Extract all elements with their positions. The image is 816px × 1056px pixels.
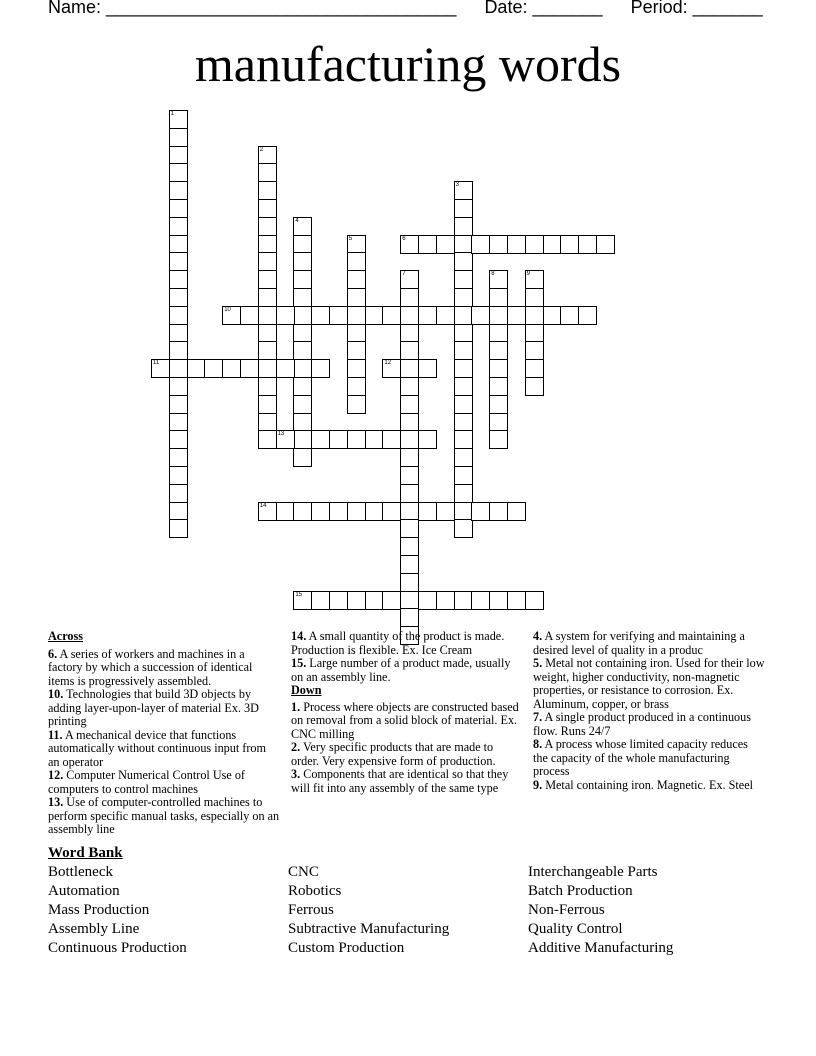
clue-number: 14 [259,502,267,509]
crossword-cell[interactable] [525,288,544,307]
crossword-cell[interactable] [169,270,188,289]
word-bank-item: Robotics [288,883,342,899]
clue-number: 8 [491,271,495,278]
crossword-cell[interactable] [293,306,312,325]
crossword-cell[interactable] [418,591,437,610]
clue-number: 7 [402,271,406,278]
crossword-cell[interactable] [436,502,455,521]
clue-across-13: 13. Use of computer-controlled machines to perform specific manual tasks, especially on an assembly line [48,795,280,836]
crossword-cell[interactable] [311,306,330,325]
crossword-cell[interactable] [240,359,259,378]
crossword-cell[interactable] [276,502,295,521]
crossword-cell[interactable] [525,324,544,343]
crossword-cell[interactable] [169,288,188,307]
crossword-cell[interactable] [311,430,330,449]
crossword-cell[interactable] [489,288,508,307]
crossword-cell[interactable] [382,359,401,378]
crossword-cell[interactable] [347,377,366,396]
crossword-cell[interactable] [347,270,366,289]
crossword-cell[interactable] [471,306,490,325]
clue-down-1: 1. Process where objects are constructed based on removal from a solid block of material. Ex. CNC milling [291,699,519,741]
crossword-cell[interactable] [418,306,437,325]
crossword-cell[interactable] [169,128,188,147]
clue-number: 10 [224,306,231,313]
crossword-cell[interactable] [400,235,419,254]
crossword-cell[interactable] [293,591,312,610]
clue-down-7: 7. A single product produced in a continuous flow. Runs 24/7 [533,710,751,738]
crossword-cell[interactable] [543,306,562,325]
crossword-cell[interactable] [258,413,277,432]
crossword-cell[interactable] [400,430,419,449]
word-bank-item: Non-Ferrous [528,902,605,918]
crossword-cell[interactable] [347,288,366,307]
crossword-cell[interactable] [400,537,419,556]
crossword-cell[interactable] [169,217,188,236]
word-bank-item: Automation [48,883,120,899]
crossword-cell[interactable] [400,502,419,521]
crossword-cell[interactable] [293,377,312,396]
crossword-cell[interactable] [169,199,188,218]
word-bank-item: Subtractive Manufacturing [288,921,450,937]
crossword-cell[interactable] [418,235,437,254]
crossword-cell[interactable] [169,181,188,200]
crossword-cell[interactable] [240,306,259,325]
clue-number: 9 [526,271,531,278]
crossword-cell[interactable] [329,502,348,521]
crossword-cell[interactable] [454,288,473,307]
date-field[interactable]: Date: _______ [484,0,603,17]
crossword-cell[interactable] [169,110,188,129]
crossword-cell[interactable] [347,324,366,343]
crossword-cell[interactable] [400,608,419,627]
crossword-cell[interactable] [525,235,544,254]
crossword-cell[interactable] [258,270,277,289]
crossword-cell[interactable] [169,430,188,449]
page-title: manufacturing words [194,36,622,92]
crossword-cell[interactable] [489,341,508,360]
crossword-cell[interactable] [560,306,579,325]
crossword-cell[interactable] [347,252,366,271]
clue-across-11: 11. A mechanical device that functions automatically without continuous input from an operator [48,727,266,769]
crossword-cell[interactable] [454,341,473,360]
crossword-cell[interactable] [454,413,473,432]
crossword-cell[interactable] [169,484,188,503]
crossword-cell[interactable] [454,306,473,325]
crossword-cell[interactable] [365,306,384,325]
word-bank-item: Ferrous [288,902,334,918]
crossword-cell[interactable] [525,591,544,610]
crossword-cell[interactable] [347,359,366,378]
crossword-cell[interactable] [311,591,330,610]
crossword-cell[interactable] [293,235,312,254]
crossword-cell[interactable] [525,359,544,378]
crossword-cell[interactable] [169,306,188,325]
crossword-cell[interactable] [169,235,188,254]
crossword-cell[interactable] [489,324,508,343]
crossword-cell[interactable] [454,252,473,271]
across-heading: Across [48,629,83,643]
crossword-cell[interactable] [489,270,508,289]
crossword-cell[interactable] [436,306,455,325]
crossword-cell[interactable] [151,359,170,378]
crossword-cell[interactable] [400,413,419,432]
crossword-cell[interactable] [489,306,508,325]
crossword-cell[interactable] [436,591,455,610]
crossword-cell[interactable] [400,341,419,360]
crossword-cell[interactable] [187,359,206,378]
clues-column-1 [48,630,280,837]
crossword-cell[interactable] [454,199,473,218]
clue-across-6: 6. A series of workers and machines in a factory by which a succession of identical items is progressively assembled. [48,646,253,688]
crossword-cell[interactable] [400,395,419,414]
crossword-cell[interactable] [258,395,277,414]
crossword-cell[interactable] [507,502,526,521]
word-bank-item: Bottleneck [48,864,113,880]
crossword-cell[interactable] [489,430,508,449]
crossword-cell[interactable] [525,341,544,360]
crossword-cell[interactable] [347,395,366,414]
crossword-cell[interactable] [329,306,348,325]
crossword-cell[interactable] [400,555,419,574]
crossword-cell[interactable] [347,341,366,360]
clue-number: 5 [348,235,353,242]
crossword-cell[interactable] [293,359,312,378]
crossword-cell[interactable] [471,591,490,610]
word-bank-title: Word Bank [48,845,123,861]
crossword-cell[interactable] [293,341,312,360]
crossword-cell[interactable] [400,270,419,289]
clue-number: 11 [153,360,160,367]
crossword-cell[interactable] [382,502,401,521]
crossword-cell[interactable] [293,448,312,467]
crossword-cell[interactable] [543,235,562,254]
crossword-cell[interactable] [258,306,277,325]
crossword-cell[interactable] [454,484,473,503]
crossword-cell[interactable] [454,235,473,254]
crossword-cell[interactable] [400,466,419,485]
crossword-cell[interactable] [400,519,419,538]
crossword-cell[interactable] [400,484,419,503]
crossword-cell[interactable] [382,430,401,449]
crossword-cell[interactable] [169,413,188,432]
word-bank-item: Assembly Line [48,921,140,937]
name-field[interactable]: Name: ___________________________________ [48,0,457,17]
word-bank-column-2 [288,863,449,958]
crossword-cell[interactable] [222,359,241,378]
period-field[interactable]: Period: _______ [630,0,763,17]
clue-down-5: 5. Metal not containing iron. Used for their low weight, higher conductivity, non-magnetic properties, or resistance to corrosion. Ex. Aluminum, copper, or brass [533,656,765,711]
crossword-cell[interactable] [169,448,188,467]
crossword-cell[interactable] [311,502,330,521]
crossword-cell[interactable] [365,591,384,610]
clues-column-2 [291,630,523,795]
crossword-cell[interactable] [454,519,473,538]
clue-down-4: 4. A system for verifying and maintaining a desired level of quality in a produc [533,629,745,657]
crossword-cell[interactable] [293,430,312,449]
crossword-cell[interactable] [454,591,473,610]
crossword-cell[interactable] [347,235,366,254]
crossword-cell[interactable] [400,359,419,378]
crossword-cell[interactable] [454,217,473,236]
clue-number: 12 [384,360,392,367]
crossword-cell[interactable] [471,502,490,521]
crossword-cell[interactable] [436,235,455,254]
clue-number: 15 [295,591,303,598]
crossword-cell[interactable] [293,324,312,343]
crossword-cell[interactable] [169,395,188,414]
crossword-cell[interactable] [400,377,419,396]
crossword-cell[interactable] [258,324,277,343]
crossword-cell[interactable] [169,502,188,521]
crossword-cell[interactable] [169,359,188,378]
word-bank-item: Additive Manufacturing [528,940,674,956]
clue-number: 1 [170,111,175,117]
crossword-cell[interactable] [258,235,277,254]
clue-across-15: 15. Large number of a product made, usually on an assembly line. [291,656,511,684]
crossword-cell[interactable] [258,359,277,378]
crossword-cell[interactable] [293,270,312,289]
word-bank-item: Mass Production [48,902,150,918]
clue-down-3: 3. Components that are identical so that they will fit into any assembly of the same type [291,767,509,795]
crossword-cell[interactable] [454,377,473,396]
crossword-cell[interactable] [489,359,508,378]
crossword-cell[interactable] [169,341,188,360]
word-bank-item: CNC [288,864,319,880]
crossword-cell[interactable] [293,217,312,236]
clue-number: 6 [402,235,406,242]
word-bank-column-3 [528,863,673,958]
crossword-cell[interactable] [258,199,277,218]
clue-down-9: 9. Metal containing iron. Magnetic. Ex. Steel [533,777,753,792]
crossword-cell[interactable] [489,377,508,396]
clue-down-8: 8. A process whose limited capacity reduces the capacity of the whole manufacturing process [533,737,748,778]
crossword-cell[interactable] [454,181,473,200]
crossword-cell[interactable] [454,395,473,414]
crossword-cell[interactable] [400,288,419,307]
crossword-cell[interactable] [418,430,437,449]
crossword-cell[interactable] [507,591,526,610]
word-bank-item: Interchangeable Parts [528,864,658,880]
crossword-cell[interactable] [329,591,348,610]
clue-number: 4 [295,217,299,224]
word-bank-item: Quality Control [528,921,623,937]
crossword-cell[interactable] [471,235,490,254]
crossword-cell[interactable] [258,502,277,521]
crossword-cell[interactable] [489,413,508,432]
crossword-cell[interactable] [258,341,277,360]
crossword-cell[interactable] [258,430,277,449]
word-bank-column-1 [48,863,187,958]
word-bank-item: Custom Production [288,940,405,956]
crossword-cell[interactable] [293,413,312,432]
crossword-cell[interactable] [400,324,419,343]
crossword-cell[interactable] [258,163,277,182]
crossword-cell[interactable] [204,359,223,378]
crossword-cell[interactable] [347,502,366,521]
crossword-cell[interactable] [222,306,241,325]
crossword-cell[interactable] [454,502,473,521]
crossword-cell[interactable] [596,235,615,254]
crossword-cell[interactable] [578,306,597,325]
crossword-cell[interactable] [382,306,401,325]
crossword-cell[interactable] [169,252,188,271]
crossword-cell[interactable] [293,502,312,521]
crossword-cell[interactable] [347,430,366,449]
crossword-cell[interactable] [454,466,473,485]
crossword-cell[interactable] [169,146,188,165]
crossword-cell[interactable] [276,430,295,449]
crossword-cell[interactable] [454,359,473,378]
clue-across-12: 12. Computer Numerical Control Use of computers to control machines [48,768,245,796]
down-heading: Down [291,683,322,697]
crossword-cell[interactable] [258,252,277,271]
crossword-cell[interactable] [400,591,419,610]
crossword-cell[interactable] [400,448,419,467]
crossword-cell[interactable] [293,288,312,307]
crossword-cell[interactable] [382,591,401,610]
crossword-cell[interactable] [507,235,526,254]
crossword-cell[interactable] [489,395,508,414]
crossword-cell[interactable] [258,217,277,236]
crossword-cell[interactable] [169,466,188,485]
clue-across-14: 14. A small quantity of the product is made. Production is flexible. Ex. Ice Cream [291,629,505,657]
word-bank-item: Batch Production [528,883,633,899]
clues-column-3 [533,630,765,792]
crossword-cell[interactable] [454,270,473,289]
crossword-cell[interactable] [578,235,597,254]
crossword-cell[interactable] [258,146,277,165]
crossword-cell[interactable] [169,519,188,538]
crossword-cell[interactable] [169,163,188,182]
crossword-cell[interactable] [489,502,508,521]
clue-number: 3 [455,182,459,189]
crossword-cell[interactable] [258,288,277,307]
crossword-cell[interactable] [365,430,384,449]
crossword-cell[interactable] [454,324,473,343]
crossword-cell[interactable] [400,573,419,592]
crossword-cell[interactable] [293,252,312,271]
crossword-cell[interactable] [347,306,366,325]
crossword-cell[interactable] [400,306,419,325]
clue-down-2: 2. Very specific products that are made to order. Very expensive form of production. [291,740,496,768]
crossword-cell[interactable] [489,591,508,610]
crossword-cell[interactable] [293,395,312,414]
crossword-cell[interactable] [507,306,526,325]
crossword-cell[interactable] [418,502,437,521]
crossword-cell[interactable] [311,359,330,378]
crossword-cell[interactable] [329,430,348,449]
crossword-cell[interactable] [418,359,437,378]
crossword-cell[interactable] [169,377,188,396]
clue-number: 2 [259,146,264,153]
crossword-cell[interactable] [560,235,579,254]
crossword-cell[interactable] [276,306,295,325]
crossword-cell[interactable] [454,430,473,449]
crossword-cell[interactable] [169,324,188,343]
crossword-cell[interactable] [525,306,544,325]
crossword-cell[interactable] [525,270,544,289]
word-bank-item: Continuous Production [48,940,187,956]
crossword-cell[interactable] [525,377,544,396]
clue-across-10: 10. Technologies that build 3D objects by adding layer-upon-layer of material Ex. 3D printing [48,687,259,728]
crossword-cell[interactable] [258,181,277,200]
crossword-cell[interactable] [347,591,366,610]
clue-number: 13 [277,431,285,438]
crossword-cell[interactable] [365,502,384,521]
crossword-cell[interactable] [258,377,277,396]
crossword-cell[interactable] [489,235,508,254]
crossword-cell[interactable] [276,359,295,378]
crossword-cell[interactable] [454,448,473,467]
